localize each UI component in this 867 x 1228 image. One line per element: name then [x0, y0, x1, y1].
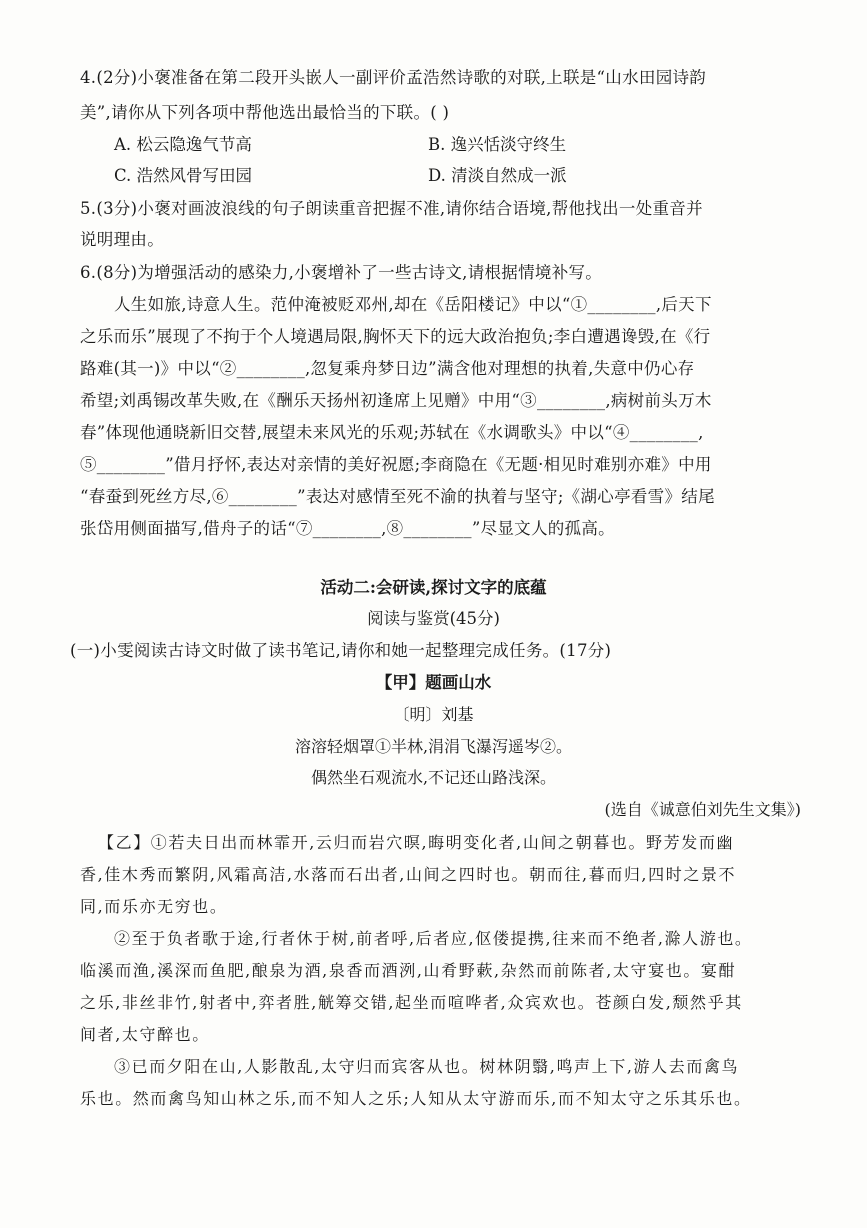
- prose-p2-line-3: 之乐,非丝非竹,射者中,弈者胜,觥筹交错,起坐而喧哗者,众宾欢也。苍颜白发,颓然乎其: [80, 993, 743, 1012]
- q6-para-line-2: 之乐而乐”展现了不拘于个人境遇局限,胸怀天下的远大政治抱负;李白遭遇谗毁,在《行: [80, 327, 711, 346]
- poem-title: 【甲】题画山水: [375, 673, 492, 692]
- poem-line-1: 溶溶轻烟罩①半林,涓涓飞瀑泻遥岑②。: [294, 737, 573, 756]
- q5-line-1: 5.(3分)小褒对画波浪线的句子朗读重音把握不准,请你结合语境,帮他找出一处重音并: [80, 199, 703, 218]
- prose-p2-line-2: 临溪而渔,溪深而鱼肥,酿泉为酒,泉香而酒洌,山肴野蔌,杂然而前陈者,太守宴也。宴酣: [80, 961, 737, 980]
- poem-source: (选自《诚意伯刘先生文集》): [604, 800, 801, 819]
- part-intro: (一)小雯阅读古诗文时做了读书笔记,请你和她一起整理完成任务。(17分): [70, 641, 612, 660]
- prose-p3-line-1: ③已而夕阳在山,人影散乱,太守归而宾客从也。树林阴翳,鸣声上下,游人去而禽鸟: [114, 1057, 740, 1076]
- q6-para-line-5: 春”体现他通晓新旧交替,展望未来风光的乐观;苏轼在《水调歌头》中以“④________,: [80, 423, 704, 442]
- q6-para-line-3: 路难(其一)》中以“②________,忽复乘舟梦日边”满含他对理想的执着,失意中仍心存: [80, 359, 695, 378]
- prose-p1-line-2: 香,佳木秀而繁阴,风霜高洁,水落而石出者,山间之四时也。朝而往,暮而归,四时之景不: [80, 865, 737, 884]
- q6-para-line-7: “春蚕到死丝方尽,⑥________”表达对感情至死不渝的执着与坚守;《湖心亭看雪》结尾: [80, 487, 715, 506]
- prose-p1-line-1: 【乙】①若夫日出而林霏开,云归而岩穴暝,晦明变化者,山间之朝暮也。野芳发而幽: [98, 833, 735, 852]
- prose-p3-line-2: 乐也。然而禽鸟知山林之乐,而不知人之乐;人知从太守游而乐,而不知太守之乐其乐也。: [80, 1089, 752, 1108]
- poem-line-2: 偶然坐石观流水,不记还山路浅深。: [310, 768, 557, 787]
- poem-author: 〔明〕刘基: [393, 705, 474, 724]
- q4-line-2: 美”,请你从下列各项中帮他选出最恰当的下联。( ): [80, 103, 450, 122]
- q5-line-2: 说明理由。: [80, 230, 164, 249]
- q6-line-1: 6.(8分)为增强活动的感染力,小褒增补了一些古诗文,请根据情境补写。: [80, 263, 603, 282]
- q4-option-c: C. 浩然风骨写田园: [114, 166, 253, 185]
- q6-para-line-1: 人生如旅,诗意人生。范仲淹被贬邓州,却在《岳阳楼记》中以“①________,后天下: [114, 295, 712, 314]
- q4-option-b: B. 逸兴恬淡守终生: [428, 135, 567, 154]
- q6-para-line-8: 张岱用侧面描写,借舟子的话“⑦________,⑧________”尽显文人的孤高。: [80, 519, 615, 538]
- q4-option-a: A. 松云隐逸气节高: [114, 135, 252, 154]
- prose-p2-line-1: ②至于负者歌于途,行者休于树,前者呼,后者应,伛偻提携,往来而不绝者,滁人游也。: [114, 929, 753, 948]
- section-subtitle: 阅读与鉴赏(45分): [367, 609, 500, 628]
- prose-p1-line-3: 同,而乐亦无穷也。: [80, 897, 228, 916]
- section-title: 活动二:会研读,探讨文字的底蕴: [320, 578, 547, 597]
- q6-para-line-6: ⑤________”借月抒怀,表达对亲情的美好祝愿;李商隐在《无题·相见时难别亦难》中用: [80, 455, 712, 474]
- q4-option-d: D. 清淡自然成一派: [428, 166, 567, 185]
- prose-p2-line-4: 间者,太守醉也。: [80, 1025, 210, 1044]
- q4-line-1: 4.(2分)小褒准备在第二段开头嵌人一副评价孟浩然诗歌的对联,上联是“山水田园诗韵: [80, 68, 707, 87]
- q6-para-line-4: 希望;刘禹锡改革失败,在《酬乐天扬州初逢席上见赠》中用“③________,病树前头万木: [80, 391, 712, 410]
